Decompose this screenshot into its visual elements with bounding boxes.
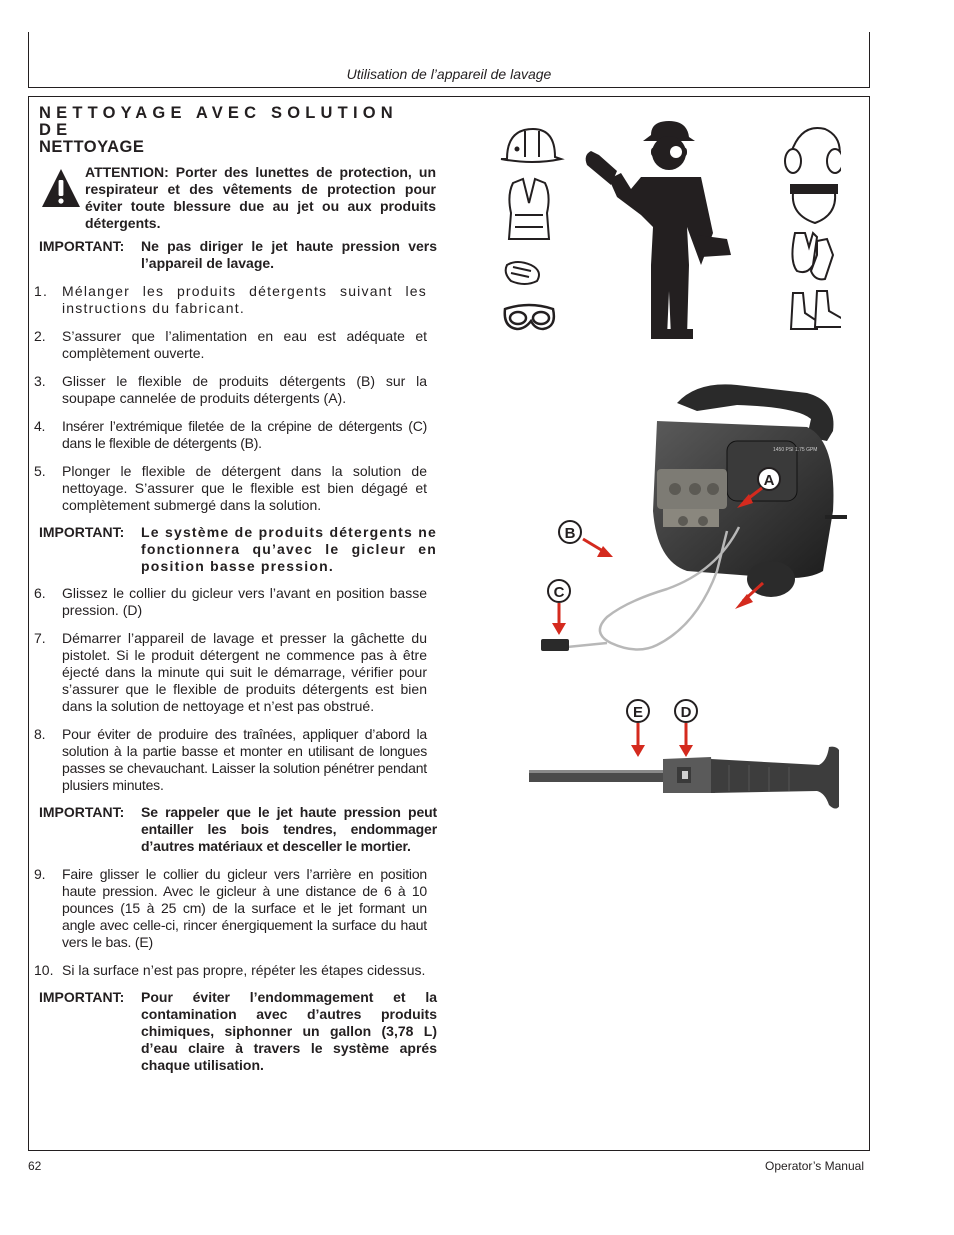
- manual-name: Operator’s Manual: [765, 1159, 864, 1173]
- steps-list-a: [34, 283, 437, 514]
- step-number: 1.: [34, 283, 49, 299]
- step-item: [34, 373, 437, 407]
- respirator-icon: [506, 262, 539, 284]
- step-item: [34, 283, 437, 317]
- step-item: [34, 866, 437, 951]
- step-text: Pour éviter de produire des traînées, appliquer d’abord la solution à la partie basse et monter en utilisant de longues passes se chevauchant. Laisser la solution pénétrer pendant plusiers minutes.: [62, 726, 427, 793]
- warning-text: ATTENTION: Porter des lunettes de protection, un respirateur et des vêtements de protection pour éviter toute blessure due au jet ou aux produits détergents.: [85, 164, 436, 231]
- step-text: Faire glisser le collier du gicleur vers l’arrière en position haute pression. Avec le gicleur à une distance de 6 à 10 pounces (15 à 25 cm) de la surface et le jet formant un angle avec celle-ci, rincer énergiquement la surface du haut vers le bas. (E): [62, 866, 427, 950]
- step-item: [34, 585, 437, 619]
- important-text: Se rappeler que le jet haute pression peut entailler les bois tendres, endommager d’autres matériaux et desceller le mortier.: [141, 804, 437, 854]
- step-number: 3.: [34, 373, 46, 389]
- important-text: Le système de produits détergents ne fonctionnera qu’avec le gicleur en position basse pression.: [141, 524, 437, 574]
- callout-d-circle: [675, 700, 697, 757]
- warning-block: [39, 164, 437, 234]
- step-text: Plonger le flexible de détergent dans la solution de nettoyage. S’assurer que le flexible est bien dégagé et complètement submergé dans la solution.: [62, 463, 427, 513]
- hard-hat-icon: [501, 129, 561, 162]
- important-label: IMPORTANT:: [39, 989, 125, 1005]
- step-number: 5.: [34, 463, 46, 479]
- safety-vest-icon: [509, 179, 549, 239]
- step-text: Insérer l’extrémique filetée de la crépine de détergents (C) dans le flexible de détergents (B).: [62, 418, 427, 451]
- washer-plate-text: 1450 PSI 1.75 GPM: [773, 447, 818, 453]
- step-number: 6.: [34, 585, 46, 601]
- safety-goggles-icon: [505, 305, 554, 329]
- step-number: 4.: [34, 418, 46, 434]
- important-text: Pour éviter l’endommagement et la contamination avec d’autres produits chimiques, siphonner un gallon (3,78 L) d’eau claire à travers le système aprés chaque utilisation.: [141, 989, 437, 1073]
- important-note: [39, 238, 437, 272]
- safety-boots-icon: [791, 291, 841, 329]
- nozzle-grip: [711, 747, 839, 809]
- step-item: [34, 962, 437, 979]
- important-label: IMPORTANT:: [39, 804, 125, 820]
- steps-list-b: [34, 585, 437, 794]
- face-shield-icon: [791, 185, 837, 223]
- page-number: 62: [28, 1159, 42, 1173]
- important-label: IMPORTANT:: [39, 238, 125, 254]
- nozzle-figure: [499, 695, 839, 815]
- step-text: Si la surface n’est pas propre, répéter les étapes cidessus.: [62, 962, 426, 978]
- step-text: Démarrer l’appareil de lavage et presser la gâchette du pistolet. Si le produit détergent ne commence pas à être éjecté dans la minute qui suit le démarrage, vérifier pour s’assurer que le flexible de produits détergents est bien dans la solution de nettoyage et n’est pas obstrué.: [62, 630, 427, 714]
- content-frame: [28, 96, 870, 1151]
- important-note: [39, 524, 437, 575]
- callout-a-label: A: [763, 472, 775, 489]
- important-note: [39, 989, 437, 1074]
- header-frame: [28, 32, 870, 88]
- important-label: IMPORTANT:: [39, 524, 125, 540]
- section-title: [39, 105, 437, 156]
- callout-c-label: C: [553, 584, 565, 601]
- step-text: Glisser le flexible de produits détergents (B) sur la soupape cannelée de produits détergents (A).: [62, 373, 427, 406]
- protective-equipment-figure: [491, 115, 841, 347]
- gloves-icon: [792, 233, 833, 279]
- step-number: 7.: [34, 630, 46, 646]
- step-item: [34, 328, 437, 362]
- callout-e-circle: [627, 700, 649, 757]
- step-text: Mélanger les produits détergents suivant les instructions du fabricant.: [62, 283, 427, 316]
- section-title-line1: NETTOYAGE AVEC SOLUTION DE: [39, 104, 398, 139]
- callout-e-label: E: [632, 704, 644, 721]
- callout-b-circle: [559, 521, 613, 557]
- step-text: Glissez le collier du gicleur vers l’avant en position basse pression. (D): [62, 585, 427, 618]
- section-title-line2: NETTOYAGE: [39, 138, 145, 156]
- washer-callouts: [507, 381, 847, 671]
- important-text: Ne pas diriger le jet haute pression vers l’appareil de lavage.: [141, 238, 437, 271]
- step-item: [34, 463, 437, 514]
- callout-b-label: B: [564, 525, 576, 542]
- callout-a-circle: [737, 468, 780, 508]
- important-note: [39, 804, 437, 855]
- callout-c-circle: [548, 580, 570, 635]
- warning-triangle-icon: [41, 168, 81, 208]
- step-number: 10.: [34, 962, 54, 978]
- callout-d-label: D: [680, 704, 692, 721]
- step-number: 9.: [34, 866, 46, 882]
- step-item: [34, 418, 437, 452]
- ear-muffs-icon: [785, 128, 841, 173]
- step-number: 2.: [34, 328, 46, 344]
- worker-silhouette-icon: [586, 121, 731, 339]
- header-title: Utilisation de l’appareil de lavage: [346, 66, 552, 82]
- step-item: [34, 726, 437, 794]
- step-item: [34, 630, 437, 715]
- step-text: S’assurer que l’alimentation en eau est adéquate et complètement ouverte.: [62, 328, 427, 361]
- text-column: [34, 104, 437, 1074]
- step-number: 8.: [34, 726, 46, 742]
- steps-list-c: [34, 866, 437, 979]
